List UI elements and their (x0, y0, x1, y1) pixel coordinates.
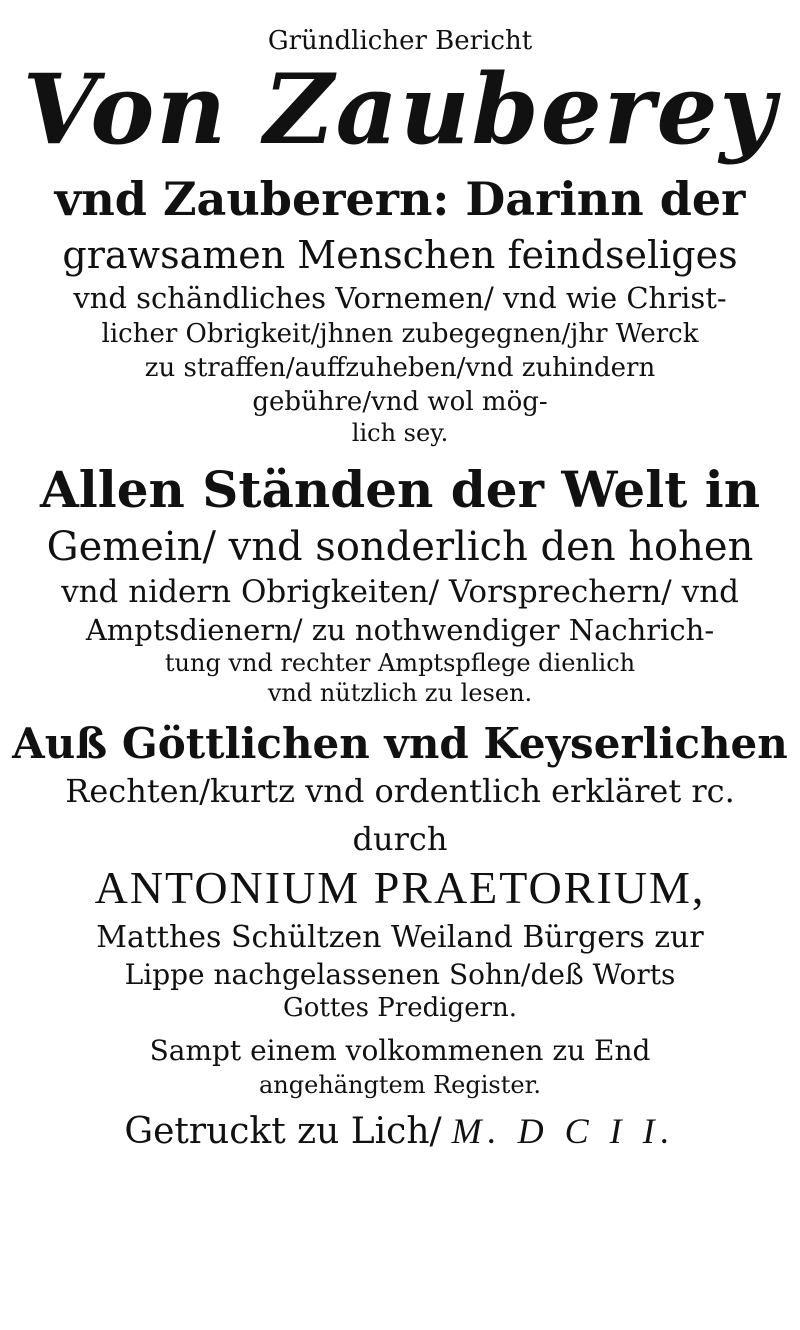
imprint-year: M. D C I I. (451, 1111, 676, 1151)
appendix-note (0, 1034, 800, 1099)
subtitle-line: lich sey. (351, 419, 449, 447)
author-line: Matthes Schültzen Weiland Bürgers zur (96, 920, 704, 955)
source-line: Rechten/kurtz vnd ordentlich erkläret rc. (65, 772, 735, 810)
dedication-line: Amptsdienern/ zu nothwendiger Nachrich- (85, 613, 715, 647)
source-block (0, 719, 800, 810)
imprint (0, 1113, 800, 1150)
pre-title: Gründlicher Bericht (267, 26, 533, 56)
dedication-line: vnd nidern Obrigkeiten/ Vorsprechern/ vnd (61, 574, 739, 610)
imprint-place: Getruckt zu Lich/ (124, 1111, 442, 1152)
author-line: Gottes Predigern. (282, 993, 518, 1023)
subtitle-line: vnd schändliches Vornemen/ vnd wie Christ- (73, 281, 727, 315)
dedication-line: tung vnd rechter Amptspflege dienlich (164, 649, 636, 677)
by-line: durch (352, 820, 448, 858)
subtitle-line: zu straffen/auffzuheben/vnd zuhindern (144, 353, 656, 383)
subtitle-line: vnd Zauberern: Darinn der (54, 172, 746, 226)
dedication-block (0, 460, 800, 707)
author-line: Lippe nachgelassenen Sohn/deß Worts (124, 958, 676, 991)
dedication-line: vnd nützlich zu lesen. (267, 679, 533, 707)
dedication-line: Allen Ständen der Welt in (39, 460, 761, 519)
subtitle-line: licher Obrigkeit/jhnen zubegegnen/jhr Werck (101, 319, 699, 349)
subtitle-line: grawsamen Menschen feindseliges (62, 233, 738, 277)
author-details (0, 920, 800, 1023)
appendix-line: angehängtem Register. (258, 1071, 542, 1099)
author-name: ANTONIUM PRAETORIUM, (94, 862, 706, 913)
appendix-line: Sampt einem volkommenen zu End (149, 1034, 651, 1067)
main-title: Von Zauberey (22, 53, 778, 166)
dedication-line: Gemein/ vnd sonderlich den hohen (46, 524, 754, 570)
subtitle-line: gebühre/vnd wol mög- (252, 387, 548, 417)
subtitle-block (0, 172, 800, 447)
source-line: Auß Göttlichen vnd Keyserlichen (12, 719, 788, 768)
